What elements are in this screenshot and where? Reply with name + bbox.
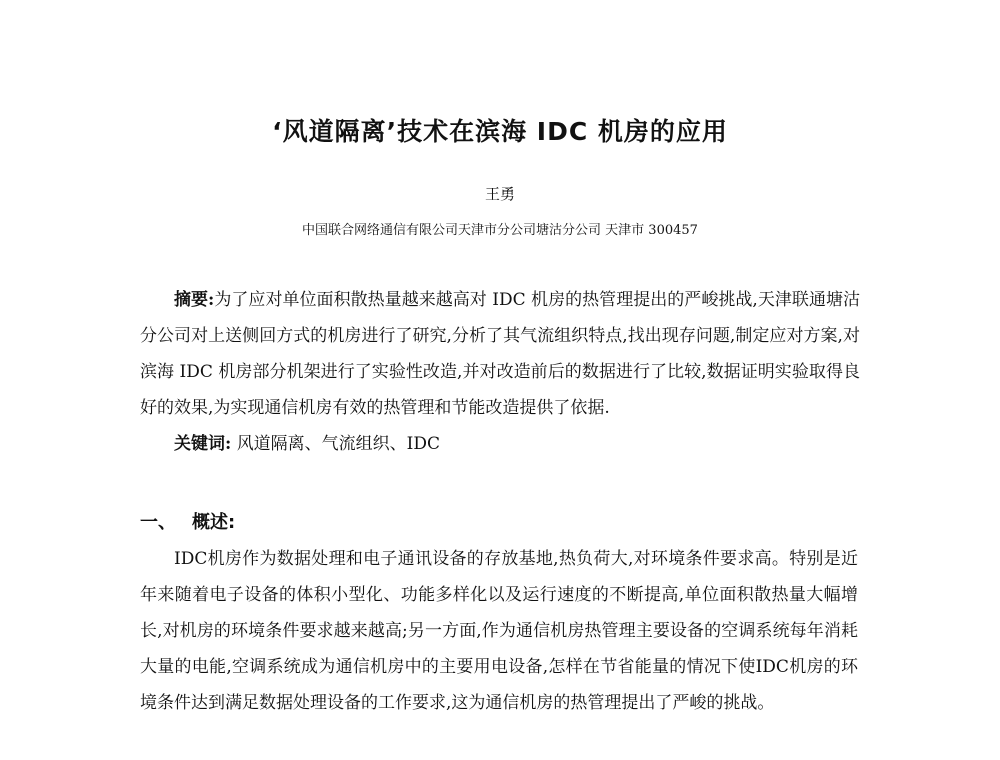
abstract-paragraph xyxy=(140,282,860,426)
keywords-label: 关键词: xyxy=(174,434,232,454)
section-title: 概述: xyxy=(192,512,236,533)
section-heading xyxy=(140,508,235,534)
keywords-line xyxy=(174,426,440,462)
author-name: 王勇 xyxy=(484,185,515,203)
section-number: 一、 xyxy=(140,512,176,533)
keywords-text: 风道隔离、气流组织、IDC xyxy=(236,434,441,454)
abstract-text: 为了应对单位面积散热量越来越高对 IDC 机房的热管理提出的严峻挑战,天津联通塘沽分公司对上送侧回方式的机房进行了研究,分析了其气流组织特点,找出现存问题,制定应对方案,对滨海 IDC 机房部分机架进行了实验性改造,并对改造前后的数据进行了比较,数据证明实验取得良好的效果,为实现通信机房有效的热管理和节能改造提供了依据. xyxy=(140,290,861,418)
author-affiliation: 中国联合网络通信有限公司天津市分公司塘沽分公司 天津市 300457 xyxy=(302,223,698,238)
paper-title: ‘风道隔离’技术在滨海 IDC 机房的应用 xyxy=(272,117,728,146)
section-paragraph: IDC机房作为数据处理和电子通讯设备的存放基地,热负荷大,对环境条件要求高。特别是近年来随着电子设备的体积小型化、功能多样化以及运行速度的不断提高,单位面积散热量大幅增长,对机房的环境条件要求越来越高;另一方面,作为通信机房热管理主要设备的空调系统每年消耗大量的电能,空调系统成为通信机房中的主要用电设备,怎样在节省能量的情况下使IDC机房的环境条件达到满足数据处理设备的工作要求,这为通信机房的热管理提出了严峻的挑战。 xyxy=(140,549,858,713)
abstract-label: 摘要: xyxy=(174,290,215,310)
